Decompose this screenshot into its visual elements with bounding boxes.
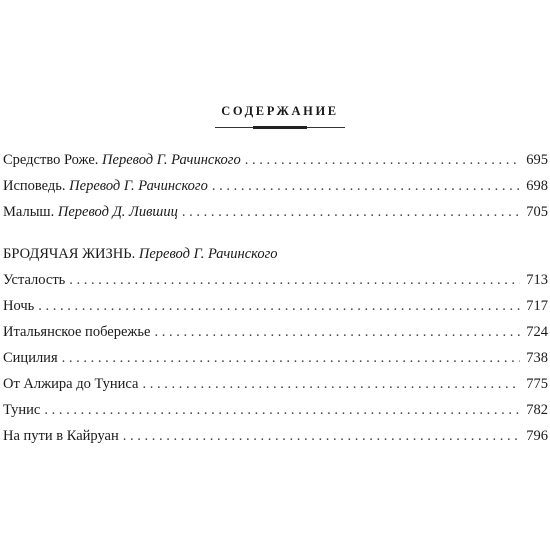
toc-entry-title: Сицилия [3,350,58,366]
header-rule-accent [253,126,307,129]
toc-entry-title: Усталость [3,272,66,288]
toc-entry-title: Ночь [3,298,35,314]
toc-entry[interactable] [3,425,548,451]
toc-entry[interactable] [3,149,548,175]
toc-entry-title: От Алжира до Туниса [3,376,139,392]
toc-entry-title: Итальянское побережье [3,324,151,340]
dot-leader [69,269,520,291]
toc-entry-page: 796 [526,428,548,444]
dot-leader [123,425,520,447]
toc-entry[interactable] [3,373,548,399]
toc-entry-page: 738 [526,350,548,366]
toc-entry-page: 695 [526,152,548,168]
toc-entry[interactable] [3,347,548,373]
toc-entry-title: Средство Роже. Перевод Г. Рачинского [3,152,241,168]
toc-entry-page: 782 [526,402,548,418]
toc-entry-page: 698 [526,178,548,194]
header-rule [215,127,345,128]
toc-entry-page: 713 [526,272,548,288]
toc-entry-page: 724 [526,324,548,340]
toc-entry[interactable] [3,175,548,201]
dot-leader [62,347,520,369]
toc-entry[interactable] [3,201,548,227]
toc-entry-page: 717 [526,298,548,314]
toc-entry[interactable] [3,295,548,321]
toc-entry[interactable] [3,321,548,347]
dot-leader [38,295,520,317]
dot-leader [182,201,520,223]
section-title: БРОДЯЧАЯ ЖИЗНЬ. [3,246,136,262]
toc-entry-page: 705 [526,204,548,220]
toc-entry-translator: Перевод Г. Рачинского [102,152,241,168]
toc-entry[interactable] [3,399,548,425]
dot-leader [44,399,520,421]
toc-entry-title: Малыш. Перевод Д. Лившиц [3,204,178,220]
contents-header [215,104,345,128]
section-heading [3,243,548,269]
dot-leader [154,321,520,343]
toc-entry[interactable] [3,269,548,295]
contents-title: СОДЕРЖАНИЕ [221,104,339,118]
toc-entry-page: 775 [526,376,548,392]
dot-leader [212,175,520,197]
toc-entry-title: Тунис [3,402,41,418]
toc-entry-title: Исповедь. Перевод Г. Рачинского [3,178,208,194]
toc-entry-translator: Перевод Д. Лившиц [57,204,178,220]
toc-entry-title: На пути в Кайруан [3,428,119,444]
toc-entry-translator: Перевод Г. Рачинского [69,178,208,194]
table-of-contents [3,149,548,451]
dot-leader [245,149,520,171]
dot-leader [142,373,520,395]
section-translator: Перевод Г. Рачинского [138,246,278,262]
